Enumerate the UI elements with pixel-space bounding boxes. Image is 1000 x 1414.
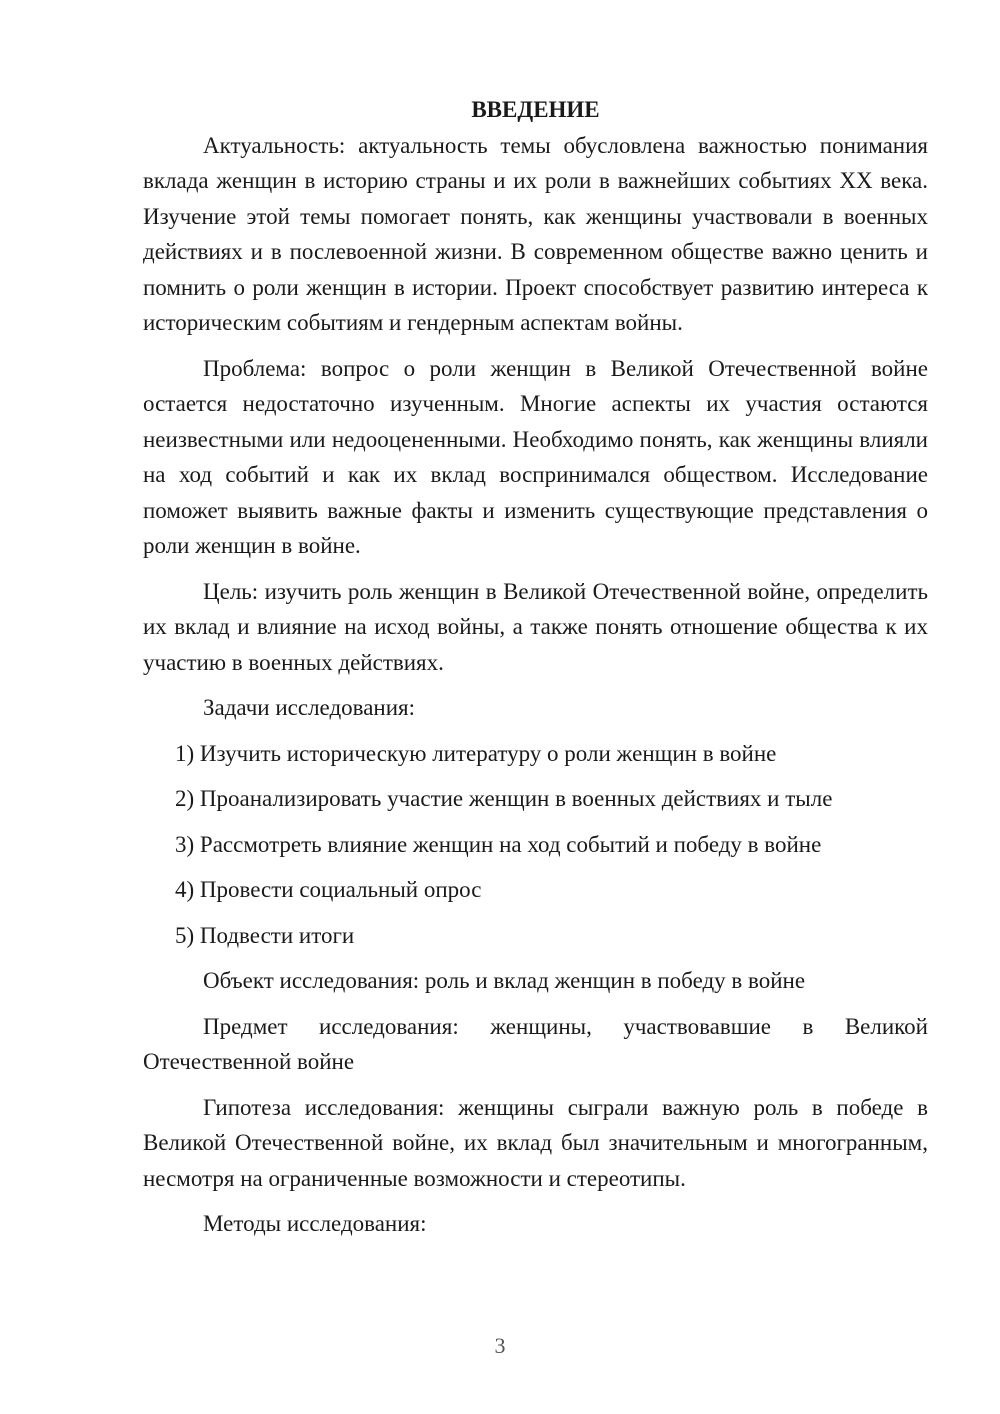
object-paragraph: Объект исследования: роль и вклад женщин в победу в войне xyxy=(203,968,806,993)
list-item: 4) Провести социальный опрос xyxy=(175,877,482,902)
page-number: 3 xyxy=(494,1333,506,1358)
tasks-list xyxy=(143,736,928,954)
hypothesis-paragraph: Гипотеза исследования: женщины сыграли важную роль в победе в Великой Отечественной войне, их вклад был значительным и многогранным, несмотря на ограниченные возможности и стереотипы. xyxy=(143,1094,928,1191)
list-item: 3) Рассмотреть влияние женщин на ход событий и победу в войне xyxy=(175,831,822,857)
relevance-paragraph: Актуальность: актуальность темы обусловлена важностью понимания вклада женщин в историю страны и их роли в важнейших событиях XX века. Изучение этой темы помогает понять, как женщины участвовали в военных действиях и в послевоенной жизни. В современном обществе важно ценить и помнить о роли женщин в истории. Проект способствует развитию интереса к историческим событиям и гендерным аспектам войны. xyxy=(143,132,928,335)
tasks-heading: Задачи исследования: xyxy=(203,695,416,720)
page-content xyxy=(143,92,928,1252)
subject-paragraph: Предмет исследования: женщины, участвовавшие в Великой Отечественной войне xyxy=(143,1013,928,1074)
methods-paragraph: Методы исследования: xyxy=(203,1211,427,1236)
problem-paragraph: Проблема: вопрос о роли женщин в Великой Отечественной войне остается недостаточно изученным. Многие аспекты их участия остаются неизвестными или недооцененными. Необходимо понять, как женщины влияли на ход событий и как их вклад воспринимался обществом. Исследование поможет выявить важные факты и изменить существующие представления о роли женщин в войне. xyxy=(143,355,928,558)
list-item: 2) Проанализировать участие женщин в военных действиях и тыле xyxy=(175,786,833,811)
list-item: 1) Изучить историческую литературу о роли женщин в войне xyxy=(175,740,777,766)
goal-paragraph: Цель: изучить роль женщин в Великой Отечественной войне, определить их вклад и влияние на исход войны, а также понять отношение общества к их участию в военных действиях. xyxy=(143,578,928,675)
page-title: ВВЕДЕНИЕ xyxy=(471,97,600,122)
list-item: 5) Подвести итоги xyxy=(175,922,355,948)
